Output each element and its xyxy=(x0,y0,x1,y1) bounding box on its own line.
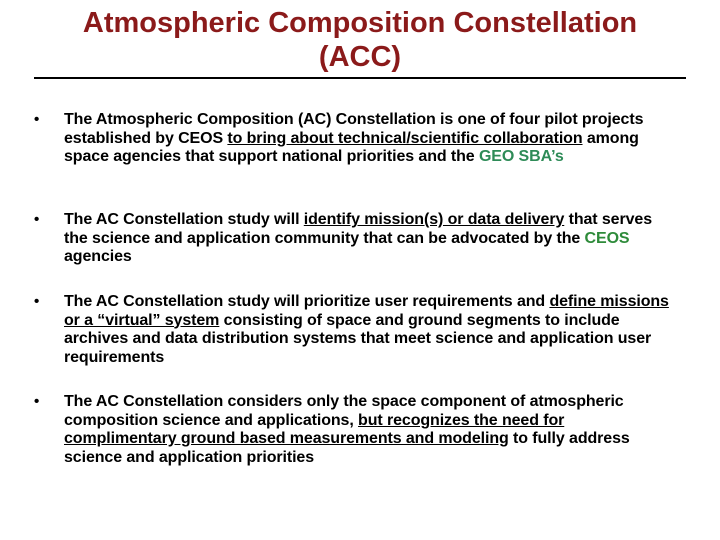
bullet-marker: • xyxy=(34,393,40,410)
bullet-text-segment: The AC Constellation study will xyxy=(64,211,304,228)
bullet-text-segment: consisting of space and ground segments to include archives and data distribution systems that meet science and application user requirements xyxy=(64,311,652,366)
bullet-text-highlight: CEOS xyxy=(584,229,630,247)
bullet-marker: • xyxy=(34,293,40,310)
bullet-text-segment: among space agencies that support national priorities and the xyxy=(64,129,639,165)
bullet-marker: • xyxy=(34,111,40,128)
bullet-text-underlined: but recognizes the need for complimentary ground based measurements and modeling xyxy=(64,411,565,447)
bullet-text xyxy=(64,211,680,267)
bullet-text xyxy=(64,293,680,367)
bullet-text-segment: that serves the science and application community that can be advocated by the xyxy=(64,211,653,247)
bullet-text-highlight: GEO SBA’s xyxy=(478,148,564,165)
bullet-text xyxy=(64,111,680,167)
bullet-text-segment: The Atmospheric Composition (AC) Constellation is one of four pilot projects established by CEOS xyxy=(64,111,644,147)
bullet-text-segment: The AC Constellation study will prioritize user requirements and xyxy=(64,293,550,310)
bullet-marker: • xyxy=(34,211,40,228)
slide-title xyxy=(0,6,720,74)
slide-title-line-1: Atmospheric Composition Constellation xyxy=(82,7,638,39)
bullet-text-underlined: to bring about technical/scientific collaboration xyxy=(227,129,583,147)
slide-title-line-2: (ACC) xyxy=(318,41,402,73)
bullet-text-underlined: define missions or a “virtual” system xyxy=(64,293,669,329)
bullet-text-segment: The AC Constellation considers only the space component of atmospheric composition science and applications, xyxy=(64,393,624,429)
bullet-text xyxy=(64,393,680,467)
title-divider xyxy=(34,77,686,79)
bullet-text-segment: to fully address science and application priorities xyxy=(64,430,630,466)
bullet-text-segment: agencies xyxy=(64,248,132,265)
bullet-text-underlined: identify mission(s) or data delivery xyxy=(303,211,565,228)
